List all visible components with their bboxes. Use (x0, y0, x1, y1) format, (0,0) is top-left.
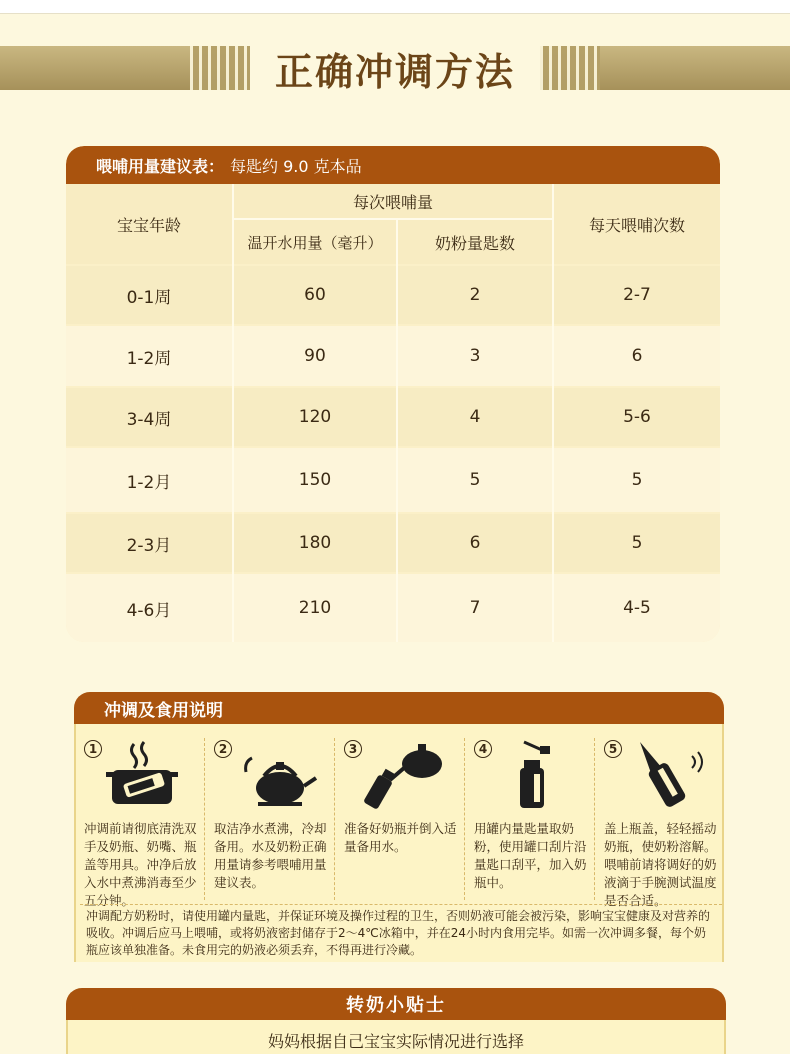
feeding-table-card (66, 146, 720, 642)
step-divider (204, 738, 205, 900)
header-per-feeding: 每次喂哺量 (234, 184, 552, 218)
feeding-table-label: 喂哺用量建议表： (96, 156, 225, 176)
column-divider (232, 184, 234, 642)
table-row (66, 448, 720, 512)
step-text: 取洁净水煮沸，冷却备用。水及奶粉正确用量请参考喂哺用量建议表。 (214, 821, 327, 890)
row-divider (234, 218, 552, 220)
shake-bottle-icon (620, 738, 710, 810)
boiling-pot-icon (100, 738, 190, 810)
cell-age: 0-1周 (126, 287, 172, 308)
step-3 (340, 736, 468, 906)
step-5 (600, 736, 728, 906)
column-divider (552, 184, 554, 642)
cell-scoops: 6 (469, 533, 481, 553)
step-number: 2 (214, 740, 232, 758)
cell-water: 210 (298, 598, 332, 618)
title-decoration-right (540, 46, 600, 90)
cell-water: 120 (298, 407, 332, 427)
cell-times: 6 (631, 346, 643, 366)
step-divider (464, 738, 465, 900)
step-text: 盖上瓶盖，轻轻摇动奶瓶，使奶粉溶解。喂哺前请将调好的奶液滴于手腕测试温度是否合适。 (604, 821, 717, 908)
scoop-bottle-icon (490, 738, 580, 810)
table-row (66, 388, 720, 446)
feeding-table-note: 每匙约 9.0 克本品 (230, 156, 362, 176)
cell-times: 5 (631, 533, 643, 553)
header-scoops: 奶粉量匙数 (398, 220, 552, 264)
instructions-header: 冲调及食用说明 (74, 692, 724, 724)
step-number: 4 (474, 740, 492, 758)
page-title: 正确冲调方法 (274, 49, 515, 94)
step-number: 1 (84, 740, 102, 758)
cell-water: 180 (298, 533, 332, 553)
step-2 (210, 736, 338, 906)
cell-times: 4-5 (623, 598, 651, 618)
table-row (66, 514, 720, 572)
step-number: 3 (344, 740, 362, 758)
pour-water-icon (360, 738, 450, 810)
cell-times: 2-7 (623, 285, 651, 305)
cell-age: 4-6月 (126, 600, 172, 621)
title-box (250, 38, 540, 98)
cell-water: 150 (298, 470, 332, 490)
step-divider (334, 738, 335, 900)
column-divider (396, 220, 398, 642)
cell-times: 5 (631, 470, 643, 490)
top-border (0, 0, 790, 14)
step-text: 用罐内量匙量取奶粉，使用罐口刮片沿量匙口刮平，加入奶瓶中。 (474, 821, 587, 890)
table-row (66, 326, 720, 386)
table-row (66, 266, 720, 324)
cell-scoops: 3 (469, 346, 481, 366)
cell-scoops: 7 (469, 598, 481, 618)
instructions-card (74, 724, 724, 962)
step-text: 准备好奶瓶并倒入适量备用水。 (344, 821, 457, 854)
instructions-note: 冲调配方奶粉时，请使用罐内量匙，并保证环境及操作过程的卫生，否则奶液可能会被污染，影响宝宝健康及对营养的吸收。冲调后应马上喂哺，或将奶液密封储存于2～4℃冰箱中，并在24小时内食用完毕。如需一次冲调多餐，每个奶瓶应该单独准备。未食用完的奶液必须丢弃，不得再进行冷藏。 (80, 904, 722, 958)
cell-water: 60 (304, 285, 326, 305)
title-decoration-left (190, 46, 250, 90)
header-times: 每天喂哺次数 (554, 184, 720, 264)
header-water: 温开水用量（毫升） (234, 220, 396, 264)
cell-age: 2-3月 (126, 535, 172, 556)
tips-text: 妈妈根据自己宝宝实际情况进行选择 (267, 1031, 524, 1051)
table-row (66, 574, 720, 642)
cell-scoops: 2 (469, 285, 481, 305)
cell-age: 3-4周 (126, 409, 172, 430)
tips-card (66, 1020, 726, 1054)
step-4 (470, 736, 598, 906)
kettle-icon (230, 738, 320, 810)
step-1 (80, 736, 208, 906)
feeding-table-header (66, 146, 720, 184)
step-number: 5 (604, 740, 622, 758)
cell-scoops: 5 (469, 470, 481, 490)
cell-age: 1-2月 (126, 472, 172, 493)
header-age: 宝宝年龄 (66, 184, 232, 264)
cell-times: 5-6 (623, 407, 651, 427)
cell-water: 90 (304, 346, 326, 366)
step-divider (594, 738, 595, 900)
cell-age: 1-2周 (126, 348, 172, 369)
step-text: 冲调前请彻底清洗双手及奶瓶、奶嘴、瓶盖等用具。冲净后放入水中煮沸消毒至少五分钟。 (84, 821, 197, 908)
cell-scoops: 4 (469, 407, 481, 427)
tips-header: 转奶小贴士 (66, 988, 726, 1020)
